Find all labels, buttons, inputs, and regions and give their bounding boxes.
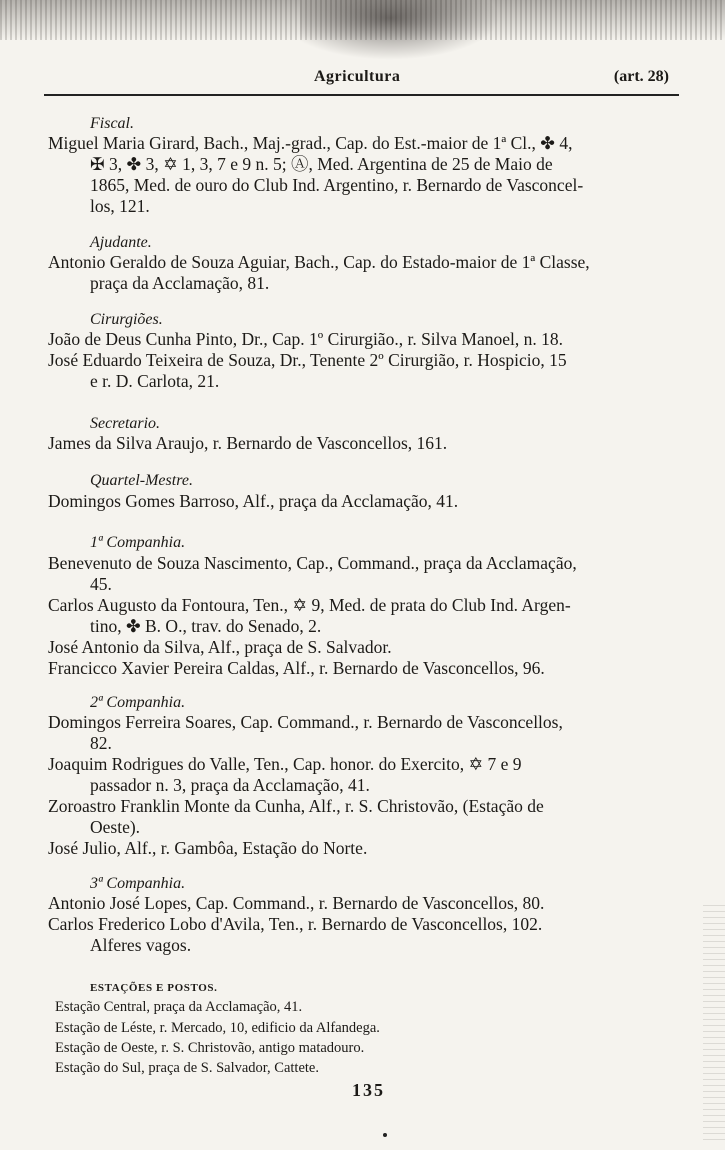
section-heading-companhia-3: 3ª Companhia. bbox=[90, 875, 186, 892]
entry-line: tino, ✤ B. O., trav. do Senado, 2. bbox=[90, 616, 322, 636]
entry-line: e r. D. Carlota, 21. bbox=[90, 371, 220, 391]
header-article: (art. 28) bbox=[613, 68, 669, 85]
entry-line: Carlos Frederico Lobo d'Avila, Ten., r. Bernardo de Vasconcellos, 102. bbox=[48, 914, 543, 934]
ink-smudge bbox=[300, 0, 500, 60]
entry-line: José Antonio da Silva, Alf., praça de S. Salvador. bbox=[48, 637, 392, 657]
entry-line: Zoroastro Franklin Monte da Cunha, Alf., r. S. Christovão, (Estação de bbox=[48, 796, 544, 816]
section-heading-fiscal: Fiscal. bbox=[90, 115, 134, 132]
section-heading-companhia-2: 2ª Companhia. bbox=[90, 694, 186, 711]
entry-line: José Eduardo Teixeira de Souza, Dr., Tenente 2º Cirurgião, r. Hospicio, 15 bbox=[48, 350, 567, 370]
section-heading-cirurgioes: Cirurgiões. bbox=[90, 311, 163, 328]
entry-line: Francicco Xavier Pereira Caldas, Alf., r. Bernardo de Vasconcellos, 96. bbox=[48, 658, 545, 678]
section-heading-quartel-mestre: Quartel-Mestre. bbox=[90, 472, 193, 489]
entry-line: 1865, Med. de ouro do Club Ind. Argentino, r. Bernardo de Vasconcel- bbox=[90, 175, 584, 195]
entry-line: Carlos Augusto da Fontoura, Ten., ✡ 9, Med. de prata do Club Ind. Argen- bbox=[48, 595, 571, 615]
entry-line: los, 121. bbox=[90, 196, 150, 216]
station-line: Estação Central, praça da Acclamação, 41. bbox=[55, 999, 303, 1015]
section-heading-secretario: Secretario. bbox=[90, 415, 161, 432]
entry-line: Miguel Maria Girard, Bach., Maj.-grad., Cap. do Est.-maior de 1ª Cl., ✤ 4, bbox=[48, 133, 573, 153]
entry-line: 45. bbox=[90, 574, 112, 594]
entry-line: Antonio José Lopes, Cap. Command., r. Bernardo de Vasconcellos, 80. bbox=[48, 893, 545, 913]
entry-line: passador n. 3, praça da Acclamação, 41. bbox=[90, 775, 370, 795]
entry-line: Antonio Geraldo de Souza Aguiar, Bach., Cap. do Estado-maior de 1ª Classe, bbox=[48, 252, 590, 272]
entry-line: James da Silva Araujo, r. Bernardo de Vasconcellos, 161. bbox=[48, 433, 448, 453]
entry-line: Oeste). bbox=[90, 817, 141, 837]
entry-line: praça da Acclamação, 81. bbox=[90, 273, 270, 293]
entry-line: ✠ 3, ✤ 3, ✡ 1, 3, 7 e 9 n. 5; Ⓐ, Med. Argentina de 25 de Maio de bbox=[90, 154, 553, 174]
entry-line: 82. bbox=[90, 733, 112, 753]
ink-dot bbox=[383, 1133, 387, 1137]
section-heading-estacoes: ESTAÇÕES E POSTOS. bbox=[90, 982, 218, 994]
entry-line: Domingos Ferreira Soares, Cap. Command., r. Bernardo de Vasconcellos, bbox=[48, 712, 563, 732]
entry-line: Joaquim Rodrigues do Valle, Ten., Cap. honor. do Exercito, ✡ 7 e 9 bbox=[48, 754, 522, 774]
running-header bbox=[44, 66, 679, 96]
station-line: Estação do Sul, praça de S. Salvador, Cattete. bbox=[55, 1060, 319, 1076]
section-heading-ajudante: Ajudante. bbox=[90, 234, 152, 251]
station-line: Estação de Oeste, r. S. Christovão, antigo matadouro. bbox=[55, 1040, 365, 1056]
entry-line: Domingos Gomes Barroso, Alf., praça da Acclamação, 41. bbox=[48, 491, 459, 511]
section-heading-companhia-1: 1ª Companhia. bbox=[90, 534, 186, 551]
entry-line: João de Deus Cunha Pinto, Dr., Cap. 1º Cirurgião., r. Silva Manoel, n. 18. bbox=[48, 329, 563, 349]
station-line: Estação de Léste, r. Mercado, 10, edificio da Alfandega. bbox=[55, 1020, 380, 1036]
page-number: 135 bbox=[352, 1080, 385, 1100]
entry-line: Benevenuto de Souza Nascimento, Cap., Command., praça da Acclamação, bbox=[48, 553, 577, 573]
entry-line: Alferes vagos. bbox=[90, 935, 192, 955]
header-title: Agricultura bbox=[314, 68, 401, 85]
entry-line: José Julio, Alf., r. Gambôa, Estação do Norte. bbox=[48, 838, 368, 858]
